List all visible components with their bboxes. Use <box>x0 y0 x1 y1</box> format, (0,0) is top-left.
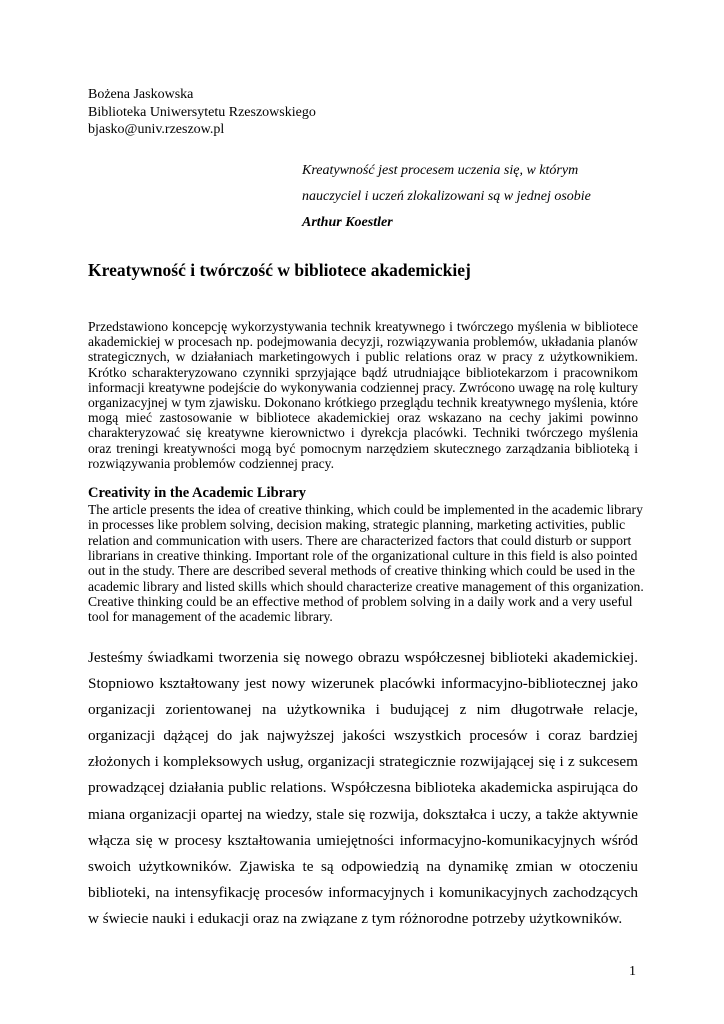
epigraph <box>302 158 662 236</box>
author-block <box>88 86 316 139</box>
abstract-english-line: librarians in creative thinking. Important role of the organizational culture in this field is also pointed <box>88 548 638 564</box>
abstract-english-line: academic library and listed skills which should characterize creative management of this organization. <box>88 578 644 594</box>
epigraph-attribution: Arthur Koestler <box>302 215 393 230</box>
abstract-english-line: relation and communication with users. There are characterized factors that could disturb or support <box>88 532 632 548</box>
abstract-polish: Przedstawiono koncepcję wykorzystywania technik kreatywnego i twórczego myślenia w bibliotece akademickiej w procesach np. podejmowania decyzji, rozwiązywania problemów, układania planów strategicznych, w działaniach marketingowych i public relations oraz w pracy z użytkownikiem. Krótko scharakteryzowano czynniki sprzyjające bądź utrudniające bibliotekarzom i pracownikom informacji kreatywne podejście do wykonywania codziennej pracy. Zwrócono uwagę na rolę kultury organizacyjnej w tym zjawisku. Dokonano krótkiego przeglądu technik kreatywnego myślenia, które mogą mieć zastosowanie w bibliotece akademickiej oraz wskazano na cechy jakimi powinno charakteryzować się kreatywne kierownictwo i dyrekcja placówki. Techniki twórczego myślenia oraz treningi kreatywności mogą być pomocnym narzędziem skutecznego zarządzania biblioteką i rozwiązywania problemów codziennej pracy. <box>88 319 638 471</box>
abstract-english-line: in processes like problem solving, decision making, strategic planning, marketing activities, public <box>88 517 626 533</box>
abstract-english-line: Creative thinking could be an effective method of problem solving in a daily work and a very useful <box>88 594 633 610</box>
epigraph-line: nauczyciel i uczeń zlokalizowani są w jednej osobie <box>302 189 591 204</box>
epigraph-line: Kreatywność jest procesem uczenia się, w którym <box>302 163 579 178</box>
author-affiliation: Biblioteka Uniwersytetu Rzeszowskiego <box>88 104 316 120</box>
abstract-english-line: tool for management of the academic library. <box>88 609 333 625</box>
page-number: 1 <box>629 964 636 979</box>
english-abstract-title: Creativity in the Academic Library <box>88 485 307 501</box>
paper-title: Kreatywność i twórczość w bibliotece akademickiej <box>88 260 471 280</box>
body-paragraph: Jesteśmy świadkami tworzenia się nowego obrazu współczesnej biblioteki akademickiej. Stopniowo kształtowany jest nowy wizerunek placówki informacyjno-bibliotecznej jako organizacji zorientowanej na użytkownika i budującej z nim długotrwałe relacje, organizacji dążącej do jak najwyższej jakości wszystkich procesów i coraz bardziej złożonych i kompleksowych usług, organizacji strategicznie rozwijającej się i z sukcesem prowadzącej działania public relations. Współczesna biblioteka akademicka aspirująca do miana organizacji opartej na wiedzy, stale się rozwija, dokształca i uczy, a także aktywnie włącza się w procesy kształtowania umiejętności informacyjno-komunikacyjnych wśród swoich użytkowników. Zjawiska te są odpowiedzią na dynamikę zmian w otoczeniu biblioteki, na intensyfikację procesów informacyjnych i komunikacyjnych zachodzących w świecie nauki i edukacji oraz na związane z tym różnorodne potrzeby użytkowników. <box>88 649 638 927</box>
abstract-english-line: out in the study. There are described several methods of creative thinking which could be used in the <box>88 563 635 579</box>
abstract-english-line: The article presents the idea of creative thinking, which could be implemented in the academic library <box>88 502 643 517</box>
author-name: Bożena Jaskowska <box>88 87 194 102</box>
author-email: bjasko@univ.rzeszow.pl <box>88 122 225 137</box>
abstract-english <box>88 502 644 625</box>
